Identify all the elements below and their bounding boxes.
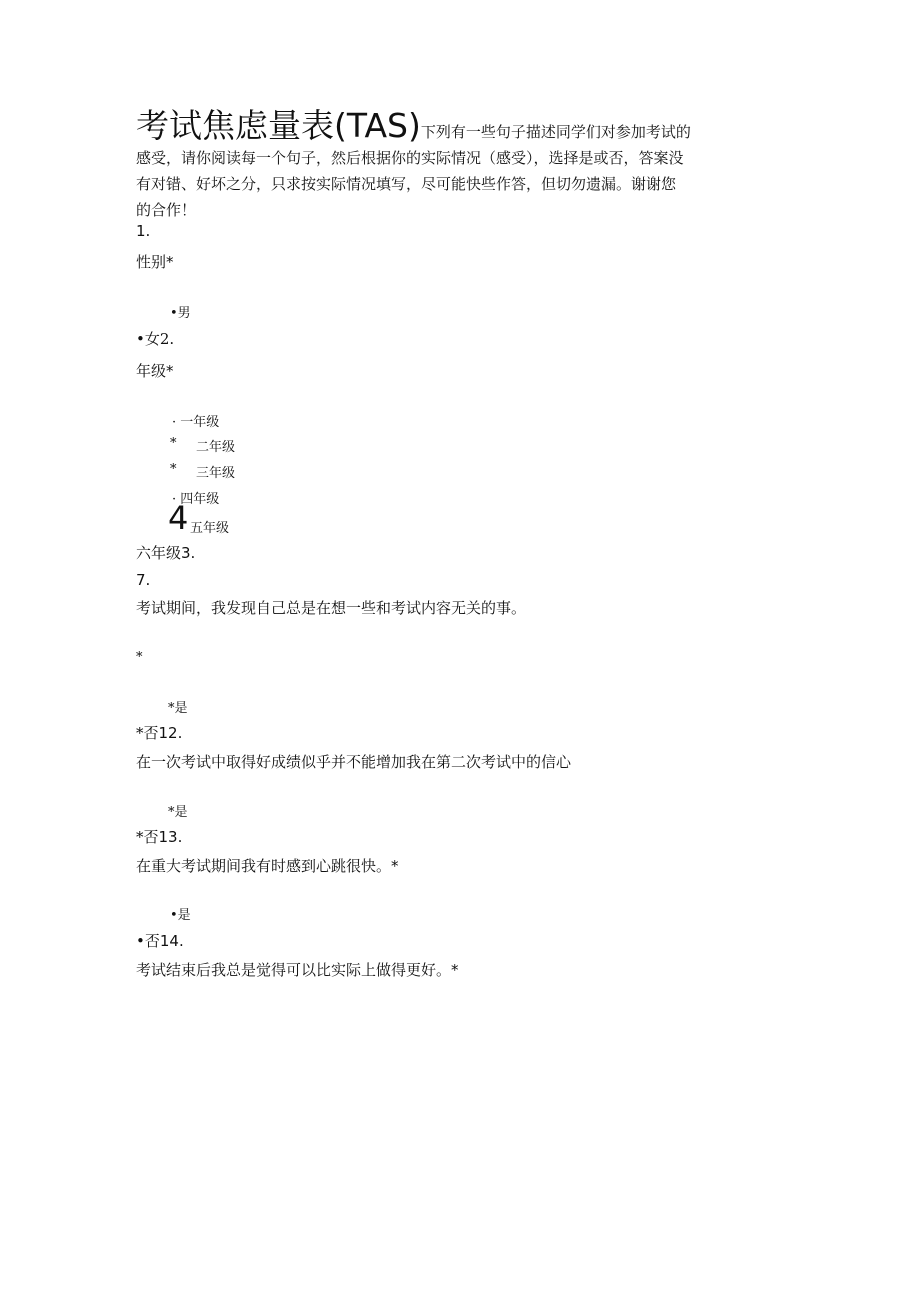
question-12-no-row xyxy=(136,826,182,847)
question-1-label: 性别* xyxy=(136,253,174,271)
intro-line-3: 有对错、好坏之分，只求按实际情况填写，尽可能快些作答，但切勿遗漏。谢谢您 xyxy=(136,175,677,193)
question-13-option-yes[interactable]: •是 xyxy=(170,908,191,923)
question-12-number: 12. xyxy=(158,724,183,742)
question-14-number: 14. xyxy=(159,932,184,950)
question-13-no-row xyxy=(136,930,184,951)
option-grade-2-bullet: * xyxy=(170,436,177,451)
question-12-option-no[interactable]: *否 xyxy=(136,828,159,846)
option-female[interactable]: •女2. xyxy=(136,330,175,348)
question-13-number: 13. xyxy=(158,828,183,846)
question-7-star: * xyxy=(136,650,143,665)
question-7-text: 考试期间，我发现自己总是在想一些和考试内容无关的事。 xyxy=(136,599,527,617)
question-2-label: 年级* xyxy=(136,362,174,380)
question-13-text: 在重大考试期间我有时感到心跳很快。* xyxy=(136,857,399,875)
option-grade-6-row xyxy=(136,542,195,563)
survey-intro xyxy=(136,108,736,223)
question-13-option-no[interactable]: •否 xyxy=(136,932,160,950)
grade-5-marker: 4 xyxy=(168,499,189,537)
question-7-option-yes[interactable]: *是 xyxy=(168,701,188,716)
option-grade-2[interactable]: 二年级 xyxy=(196,440,236,455)
option-grade-3-bullet: * xyxy=(170,462,177,477)
option-male[interactable]: •男 xyxy=(170,306,191,321)
question-7-number: 7. xyxy=(136,571,151,589)
option-grade-6[interactable]: 六年级 xyxy=(136,544,182,562)
intro-line-2: 感受，请你阅读每一个句子，然后根据你的实际情况（感受），选择是或否，答案没 xyxy=(136,149,684,167)
question-12-option-yes[interactable]: *是 xyxy=(168,805,188,820)
question-7-no-row xyxy=(136,722,182,743)
option-grade-3[interactable]: 三年级 xyxy=(196,466,236,481)
page-title: 考试焦虑量表(TAS) xyxy=(136,106,421,145)
intro-line-1 xyxy=(136,108,736,145)
intro-text-1: 下列有一些句子描述同学们对参加考试的 xyxy=(420,123,691,141)
intro-line-4: 的合作！ xyxy=(136,201,197,219)
question-12-text: 在一次考试中取得好成绩似乎并不能增加我在第二次考试中的信心 xyxy=(136,753,572,771)
question-14-text: 考试结束后我总是觉得可以比实际上做得更好。* xyxy=(136,961,459,979)
option-grade-1[interactable]: · 一年级 xyxy=(172,415,220,430)
question-3-number: 3. xyxy=(181,544,196,562)
option-grade-5[interactable]: 五年级 xyxy=(190,521,230,536)
question-1-number: 1. xyxy=(136,222,151,240)
option-grade-4[interactable]: · 四年级 xyxy=(172,492,220,507)
question-7-option-no[interactable]: *否 xyxy=(136,724,159,742)
